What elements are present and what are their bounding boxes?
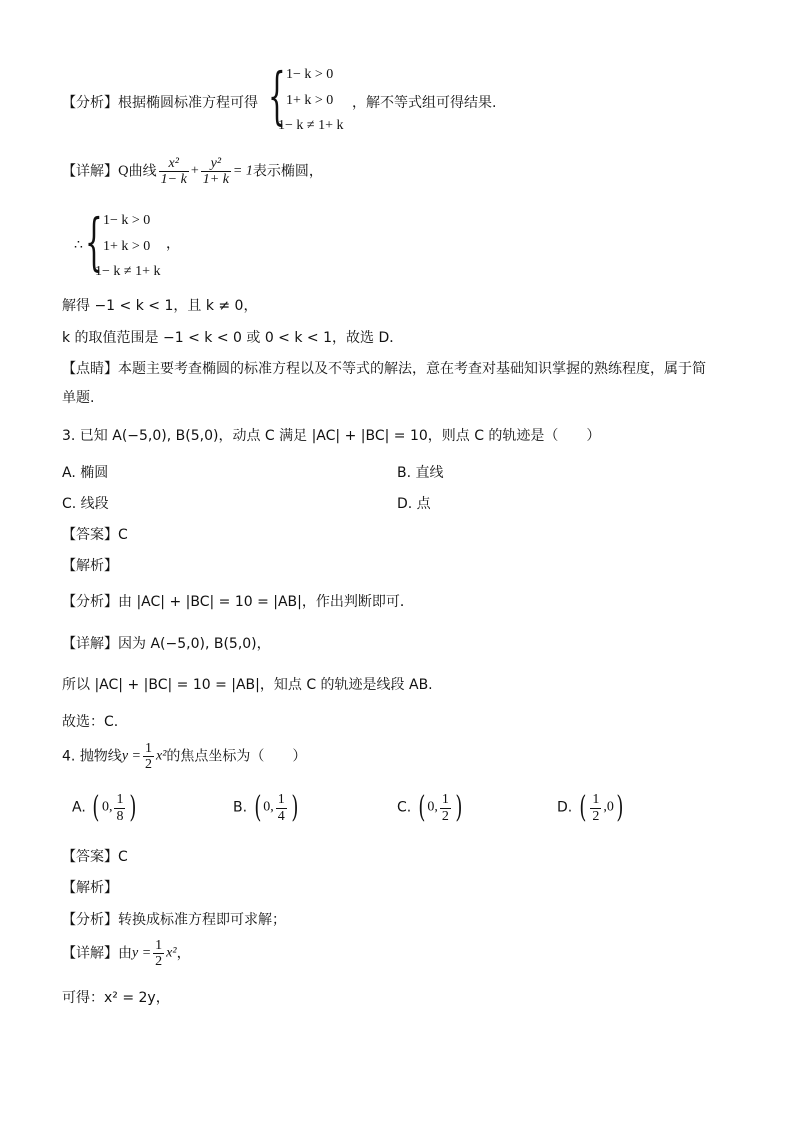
- detail-tag: 【详解】: [62, 163, 118, 180]
- q4-stem: [62, 741, 306, 773]
- system2-line-3: 1− k ≠ 1+ k: [95, 264, 161, 279]
- analysis-tag: 【分析】: [62, 95, 118, 111]
- plus-sign: +: [190, 163, 199, 179]
- detail-line-curve: [62, 156, 323, 188]
- system-line-1: 1− k > 0: [286, 67, 334, 82]
- fraction-x2: $\frac{\text{x²}}{1- k}$: [160, 156, 187, 188]
- q4-option-b: B. ( 0, $\frac{1}{4}$ ): [233, 790, 299, 825]
- solve-line: 解得 −1 < k < 1，且 k ≠ 0，: [62, 298, 258, 314]
- q4-get: 可得：x² = 2y，: [62, 990, 170, 1006]
- comment-tag: 【点睛】: [62, 361, 118, 377]
- system2-line-2: 1+ k > 0: [103, 239, 151, 254]
- q4-option-c: C. ( 0, $\frac{1}{2}$ ): [397, 790, 463, 825]
- q4-text-b: 的焦点坐标为（ ）: [166, 748, 307, 765]
- left-brace: {: [268, 59, 286, 132]
- q4-analysis: 【分析】转换成标准方程即可求解；: [62, 912, 286, 928]
- q4-detail: 【详解】由y = $\frac{1}{2}$ x²，: [62, 938, 191, 970]
- q4-y-eq: y =: [121, 748, 141, 764]
- analysis-line-1: [62, 95, 258, 112]
- system-line-2: 1+ k > 0: [286, 93, 334, 108]
- left-brace-2: {: [85, 205, 103, 278]
- q3-analysis: 【分析】由 |AC| + |BC| = 10 = |AB|，作出判断即可．: [62, 594, 414, 610]
- analysis-conclusion: ，解不等式组可得结果.: [352, 95, 497, 111]
- q4-fraction-half: $\frac{1}{2}$: [144, 741, 152, 773]
- range-line: k 的取值范围是 −1 < k < 0 或 0 < k < 1，故选 D．: [62, 330, 404, 346]
- fraction-y2: $\frac{\text{y²}}{1+ k}$: [202, 156, 229, 188]
- q3-stem: 3. 已知 A(−5,0), B(5,0)，动点 C 满足 |AC| + |BC| = 10，则点 C 的轨迹是（ ）: [62, 428, 601, 444]
- q3-choose: 故选：C.: [62, 714, 119, 730]
- q3-option-d: D. 点: [397, 496, 431, 512]
- q3-answer: 【答案】C: [62, 527, 128, 543]
- system2-line-1: 1− k > 0: [103, 213, 151, 228]
- because-symbol: Q: [118, 164, 129, 180]
- q3-so: 所以 |AC| + |BC| = 10 = |AB|，知点 C 的轨迹是线段 AB.: [62, 677, 433, 693]
- q3-option-c: C. 线段: [62, 496, 109, 512]
- q4-option-d: D. ( $\frac{1}{2}$ ,0): [557, 790, 624, 825]
- curve-word: 曲线: [128, 163, 157, 180]
- q3-option-a: A. 椭圆: [62, 465, 109, 481]
- q4-number: 4.: [62, 748, 76, 765]
- comment-line-2: 单题.: [62, 390, 95, 406]
- system-line-3: 1− k ≠ 1+ k: [278, 118, 344, 133]
- q3-detail: 【详解】因为 A(−5,0), B(5,0)，: [62, 636, 271, 652]
- q4-detail-fraction: $\frac{1}{2}$: [155, 938, 163, 970]
- comment-text: 本题主要考查椭圆的标准方程以及不等式的解法，意在考查对基础知识掌握的熟练程度，属于简: [118, 361, 706, 377]
- analysis-text: 根据椭圆标准方程可得: [118, 95, 258, 111]
- system2-comma: ，: [166, 236, 180, 252]
- therefore-symbol: ∴: [74, 237, 83, 253]
- inequality-system-2: [85, 205, 215, 287]
- q4-answer: 【答案】C: [62, 849, 128, 865]
- equals-one: = 1: [232, 163, 253, 179]
- q4-explain: 【解析】: [62, 880, 118, 896]
- q3-explain: 【解析】: [62, 558, 118, 574]
- represents-ellipse: 表示椭圆，: [252, 163, 323, 180]
- q4-text-a: 抛物线: [79, 748, 122, 765]
- q3-option-b: B. 直线: [397, 465, 444, 481]
- q4-option-a: A. ( 0, $\frac{1}{8}$ ): [72, 790, 137, 825]
- q4-x2: x²: [155, 748, 167, 764]
- comment-line-1: [62, 361, 706, 378]
